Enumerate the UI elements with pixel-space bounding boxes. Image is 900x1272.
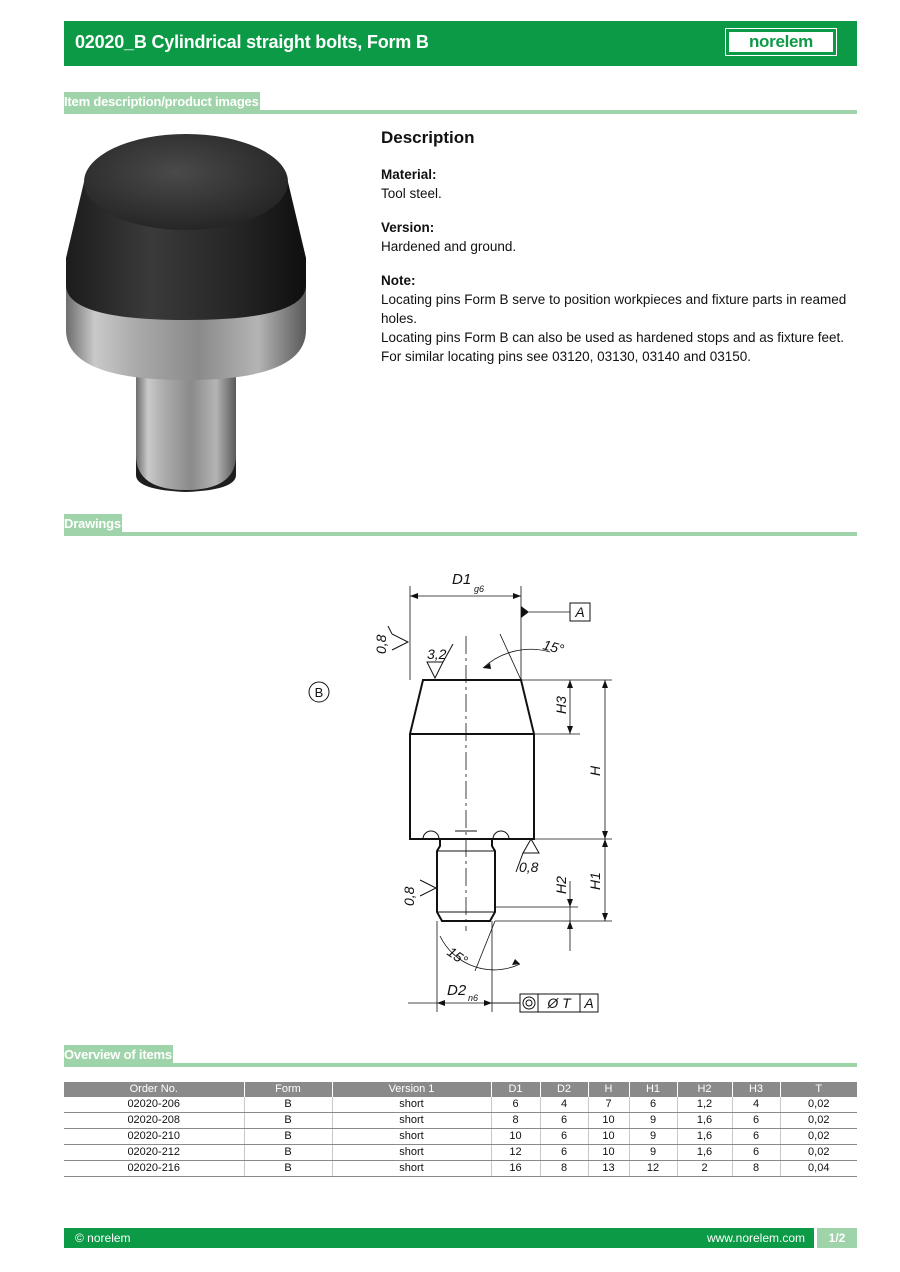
- table-cell: 7: [588, 1097, 629, 1113]
- fcf-tolerance: Ø T: [547, 995, 571, 1011]
- roughness-32-label: 3,2: [427, 646, 447, 662]
- table-cell: B: [244, 1113, 332, 1129]
- table-cell: 2: [677, 1161, 732, 1177]
- table-cell: 0,02: [780, 1113, 857, 1129]
- table-cell: 1,6: [677, 1113, 732, 1129]
- table-cell: short: [332, 1145, 491, 1161]
- table-cell: 6: [629, 1097, 677, 1113]
- d2-tolerance: n6: [468, 993, 479, 1003]
- footer-copyright: © norelem: [75, 1231, 131, 1245]
- description-heading: Description: [381, 128, 475, 147]
- page-title: 02020_B Cylindrical straight bolts, Form B: [75, 32, 429, 52]
- roughness-symbol: [392, 634, 408, 650]
- table-cell: B: [244, 1145, 332, 1161]
- table-cell: short: [332, 1097, 491, 1113]
- table-cell: B: [244, 1161, 332, 1177]
- table-cell: 6: [540, 1113, 588, 1129]
- table-cell: 8: [732, 1161, 780, 1177]
- note-line: Locating pins Form B can also be used as hardened stops and as fixture feet.: [381, 330, 845, 345]
- column-header: H1: [629, 1082, 677, 1097]
- table-cell: 10: [588, 1113, 629, 1129]
- table-cell: 12: [491, 1145, 540, 1161]
- table-cell: 10: [588, 1145, 629, 1161]
- table-cell: 12: [629, 1161, 677, 1177]
- column-header: Order No.: [64, 1082, 244, 1097]
- table-cell: 10: [588, 1129, 629, 1145]
- section-item-description: [64, 92, 857, 114]
- relief-groove: [493, 831, 509, 839]
- roughness-symbol: [388, 626, 392, 634]
- note-line: For similar locating pins see 03120, 03130, 03140 and 03150.: [381, 349, 752, 364]
- version-label: Version:: [381, 220, 435, 235]
- section-overview: [64, 1045, 857, 1067]
- note-line: Locating pins Form B serve to position workpieces and fixture parts in reamed holes.: [381, 292, 847, 326]
- description-block: [381, 128, 861, 381]
- section-rule: [64, 1063, 857, 1067]
- table-row: [64, 1097, 857, 1113]
- table-row: [64, 1129, 857, 1145]
- table-cell: 1,6: [677, 1145, 732, 1161]
- h-label: H: [587, 765, 603, 776]
- d1-label: D1: [452, 571, 472, 588]
- table-header-row: [64, 1082, 857, 1097]
- table-cell: 02020-208: [64, 1113, 244, 1129]
- section-label: Drawings: [64, 514, 122, 534]
- table-cell: 4: [540, 1097, 588, 1113]
- angle-reference: [500, 634, 521, 680]
- material-block: [381, 165, 861, 203]
- table-cell: 6: [540, 1129, 588, 1145]
- table-cell: 02020-206: [64, 1097, 244, 1113]
- table-cell: 16: [491, 1161, 540, 1177]
- column-header: H2: [677, 1082, 732, 1097]
- h1-label: H1: [587, 872, 603, 890]
- head-outline: [410, 680, 534, 839]
- table-cell: 6: [732, 1113, 780, 1129]
- table-row: [64, 1145, 857, 1161]
- table-cell: 8: [491, 1113, 540, 1129]
- roughness-symbol: [420, 880, 436, 896]
- table-cell: 9: [629, 1113, 677, 1129]
- angle-arc-top: [483, 649, 550, 668]
- relief-groove: [423, 831, 439, 839]
- page-number: 1/2: [814, 1228, 857, 1248]
- angle-top-label: 15°: [541, 636, 566, 658]
- table-cell: 4: [732, 1097, 780, 1113]
- technical-drawing: [290, 556, 650, 1026]
- items-table: [64, 1082, 857, 1177]
- version-value: Hardened and ground.: [381, 239, 517, 254]
- column-header: T: [780, 1082, 857, 1097]
- section-rule: [64, 110, 857, 114]
- version-block: [381, 218, 861, 256]
- table-cell: 9: [629, 1145, 677, 1161]
- section-label: Item description/product images: [64, 92, 260, 112]
- d2-label: D2: [447, 982, 467, 999]
- footer-bar: [64, 1228, 857, 1248]
- fcf-datum: A: [584, 995, 594, 1011]
- datum-triangle: [521, 606, 529, 618]
- note-block: [381, 271, 861, 366]
- table-cell: B: [244, 1097, 332, 1113]
- table-cell: 1,6: [677, 1129, 732, 1145]
- table-cell: 02020-216: [64, 1161, 244, 1177]
- table-cell: 6: [491, 1097, 540, 1113]
- material-label: Material:: [381, 167, 437, 182]
- roughness-symbol: [523, 839, 539, 853]
- table-cell: 6: [540, 1145, 588, 1161]
- table-cell: 10: [491, 1129, 540, 1145]
- column-header: Form: [244, 1082, 332, 1097]
- table-cell: 0,02: [780, 1097, 857, 1113]
- table-cell: 6: [732, 1129, 780, 1145]
- table-cell: 0,04: [780, 1161, 857, 1177]
- datum-label: A: [575, 604, 585, 620]
- norelem-logo: [725, 28, 837, 56]
- column-header: Version 1: [332, 1082, 491, 1097]
- table-cell: short: [332, 1129, 491, 1145]
- table-cell: 9: [629, 1129, 677, 1145]
- d1-tolerance: g6: [474, 584, 485, 594]
- logo-text: norelem: [729, 32, 833, 52]
- table-cell: 02020-210: [64, 1129, 244, 1145]
- table-cell: 0,02: [780, 1145, 857, 1161]
- table-cell: short: [332, 1113, 491, 1129]
- footer-url[interactable]: www.norelem.com: [706, 1231, 805, 1245]
- roughness-symbol: [427, 662, 443, 678]
- column-header: D1: [491, 1082, 540, 1097]
- form-marker-label: B: [314, 685, 324, 700]
- angle-bottom-label: 15°: [444, 943, 471, 969]
- table-cell: 13: [588, 1161, 629, 1177]
- column-header: H: [588, 1082, 629, 1097]
- table-cell: 02020-212: [64, 1145, 244, 1161]
- h2-label: H2: [553, 876, 569, 894]
- table-row: [64, 1113, 857, 1129]
- h3-label: H3: [553, 696, 569, 714]
- note-label: Note:: [381, 273, 416, 288]
- column-header: D2: [540, 1082, 588, 1097]
- table-cell: B: [244, 1129, 332, 1145]
- column-header: H3: [732, 1082, 780, 1097]
- material-value: Tool steel.: [381, 186, 442, 201]
- table-cell: 1,2: [677, 1097, 732, 1113]
- concentricity-icon: [523, 997, 535, 1009]
- table-cell: short: [332, 1161, 491, 1177]
- roughness-top-label: 0,8: [373, 634, 389, 654]
- table-cell: 6: [732, 1145, 780, 1161]
- product-image: [64, 130, 336, 494]
- roughness-mid-label: 0,8: [519, 859, 539, 875]
- section-label: Overview of items: [64, 1045, 173, 1065]
- table-cell: 0,02: [780, 1129, 857, 1145]
- header-bar: [64, 21, 857, 66]
- section-rule: [64, 532, 857, 536]
- angle-arrow: [483, 663, 491, 669]
- table-row: [64, 1161, 857, 1177]
- angle-arrow: [512, 959, 520, 965]
- concentricity-icon: [526, 1000, 532, 1006]
- section-drawings: [64, 514, 857, 536]
- table-cell: 8: [540, 1161, 588, 1177]
- roughness-bottom-label: 0,8: [401, 886, 417, 906]
